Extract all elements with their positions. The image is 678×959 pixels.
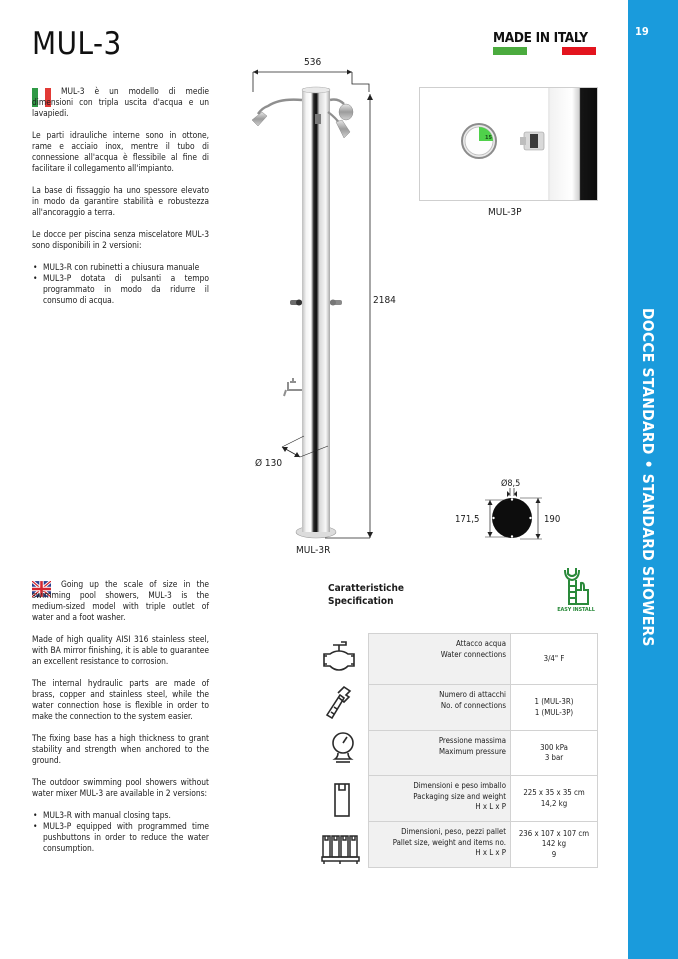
pallet-icon bbox=[321, 833, 361, 869]
base-right-dimension-label: 190 bbox=[544, 514, 561, 525]
height-dimension-label: 2184 bbox=[373, 295, 396, 306]
spec-label-it: Pressione massima bbox=[438, 736, 506, 745]
english-paragraph-4: The fixing base has a high thickness to grant stability and strength when anchored to the ground. bbox=[32, 733, 209, 765]
spec-label bbox=[369, 822, 511, 868]
easy-install-label: EASY INSTALL bbox=[557, 607, 595, 613]
list-item: • MUL3-R with manual closing taps. bbox=[32, 810, 209, 821]
spec-value bbox=[511, 731, 598, 776]
spec-heading-en: Specification bbox=[328, 596, 394, 607]
hole-diameter-label: Ø8,5 bbox=[501, 479, 521, 489]
spec-label-dimensions: H x L x P bbox=[475, 802, 506, 811]
spec-label-en: No. of connections bbox=[440, 700, 506, 710]
spec-heading bbox=[328, 582, 404, 608]
english-versions-list bbox=[32, 810, 209, 854]
main-drawing-caption: MUL-3R bbox=[296, 545, 331, 556]
italian-paragraph-4: Le docce per piscina senza miscelatore MUL-3 sono disponibili in 2 versioni: bbox=[32, 229, 209, 250]
table-row bbox=[369, 776, 598, 822]
spec-label-dimensions: H x L x P bbox=[475, 848, 506, 857]
english-paragraph-2: Made of high quality AISI 316 stainless steel, with BA mirror finishing, it is able to guarantee an excellent resistance to corrosion. bbox=[32, 634, 209, 666]
pressure-gauge-icon bbox=[330, 731, 356, 769]
base-left-dimension-label: 171,5 bbox=[455, 514, 480, 525]
spec-label-en: Packaging size and weight bbox=[413, 791, 506, 801]
italian-paragraph-2: Le parti idrauliche interne sono in ottone, rame e acciaio inox, mentre il tubo di connessione all'acqua è flessibile al fine di facilitare il collegamento all'impianto. bbox=[32, 130, 209, 173]
table-row bbox=[369, 685, 598, 731]
easy-install-badge bbox=[553, 566, 599, 613]
inset-caption: MUL-3P bbox=[488, 207, 522, 218]
english-description bbox=[32, 579, 209, 854]
italian-versions-list bbox=[32, 262, 209, 306]
english-paragraph-1: Going up the scale of size in the swimming pool showers, MUL-3 is the medium-sized model with triple outlet of water and a foot washer. bbox=[32, 579, 209, 622]
spec-label-en: Pallet size, weight and items no. bbox=[392, 837, 506, 847]
spec-value-line: 225 x 35 x 35 cm bbox=[523, 788, 585, 797]
package-box-icon bbox=[333, 782, 351, 822]
italian-description bbox=[32, 86, 209, 306]
spec-heading-it: Caratteristiche bbox=[328, 583, 404, 594]
list-item: • MUL3-R con rubinetti a chiusura manuale bbox=[32, 262, 209, 273]
water-valve-icon bbox=[322, 639, 356, 677]
english-paragraph-5: The outdoor swimming pool showers without water mixer MUL-3 are available in 2 versions: bbox=[32, 777, 209, 798]
width-dimension-label: 536 bbox=[304, 57, 322, 68]
spec-label-en: Maximum pressure bbox=[438, 746, 506, 756]
section-title: DOCCE STANDARD • STANDARD SHOWERS bbox=[639, 308, 657, 647]
spec-value-line: 142 kg bbox=[541, 839, 567, 849]
spec-value bbox=[511, 685, 598, 731]
spec-value-line: 300 kPa bbox=[540, 742, 568, 752]
spec-value bbox=[511, 634, 598, 685]
pushbutton-detail-image bbox=[419, 87, 598, 201]
spec-value-line: 9 bbox=[551, 849, 557, 859]
table-row bbox=[369, 822, 598, 868]
list-item: • MUL3-P dotata di pulsanti a tempo programmato in modo da ridurre il consumo di acqua. bbox=[32, 273, 209, 306]
spec-label-it: Attacco acqua bbox=[455, 639, 506, 648]
spec-label-it: Dimensioni, peso, pezzi pallet bbox=[401, 827, 506, 836]
english-paragraph-3: The internal hydraulic parts are made of brass, copper and stainless steel, while the water connection hose is flexible in order to make the connection to the system easier. bbox=[32, 678, 209, 721]
italian-paragraph-3: La base di fissaggio ha uno spessore elevato in modo da garantire stabilità e robustezza all'ancoraggio a terra. bbox=[32, 185, 209, 217]
wrench-thumbs-up-icon bbox=[561, 566, 591, 606]
list-item: • MUL3-P equipped with programmed time pushbuttons in order to reduce the water consumption. bbox=[32, 821, 209, 854]
spec-label-it: Dimensioni e peso imballo bbox=[413, 781, 506, 790]
spec-value bbox=[511, 822, 598, 868]
diameter-dimension-label: Ø 130 bbox=[255, 458, 283, 469]
made-in-italy-red-bar bbox=[562, 47, 596, 55]
spec-value-line: 3/4" F bbox=[543, 653, 565, 663]
spec-value-line: 3 bar bbox=[544, 753, 564, 762]
spec-label bbox=[369, 731, 511, 776]
spec-label bbox=[369, 685, 511, 731]
spec-value bbox=[511, 776, 598, 822]
made-in-italy-green-bar bbox=[493, 47, 527, 55]
table-row bbox=[369, 634, 598, 685]
made-in-italy-label: MADE IN ITALY bbox=[493, 30, 588, 46]
page-number: 19 bbox=[635, 25, 649, 38]
spec-label-it: Numero di attacchi bbox=[439, 690, 506, 699]
spec-value-line: 1 (MUL-3R) bbox=[534, 697, 574, 706]
spec-value-line: 1 (MUL-3P) bbox=[534, 707, 574, 717]
pipe-wrench-icon bbox=[324, 685, 352, 723]
spec-label bbox=[369, 634, 511, 685]
spec-label-en: Water connections bbox=[440, 649, 506, 659]
product-title: MUL-3 bbox=[32, 26, 122, 62]
spec-label bbox=[369, 776, 511, 822]
spec-table bbox=[368, 633, 598, 868]
timer-value: 15 bbox=[485, 135, 492, 141]
spec-value-line: 14,2 kg bbox=[540, 798, 568, 808]
italian-paragraph-1: MUL-3 è un modello di medie dimensioni con tripla uscita d'acqua e un lavapiedi. bbox=[32, 86, 209, 118]
spec-value-line: 236 x 107 x 107 cm bbox=[518, 828, 590, 838]
table-row bbox=[369, 731, 598, 776]
